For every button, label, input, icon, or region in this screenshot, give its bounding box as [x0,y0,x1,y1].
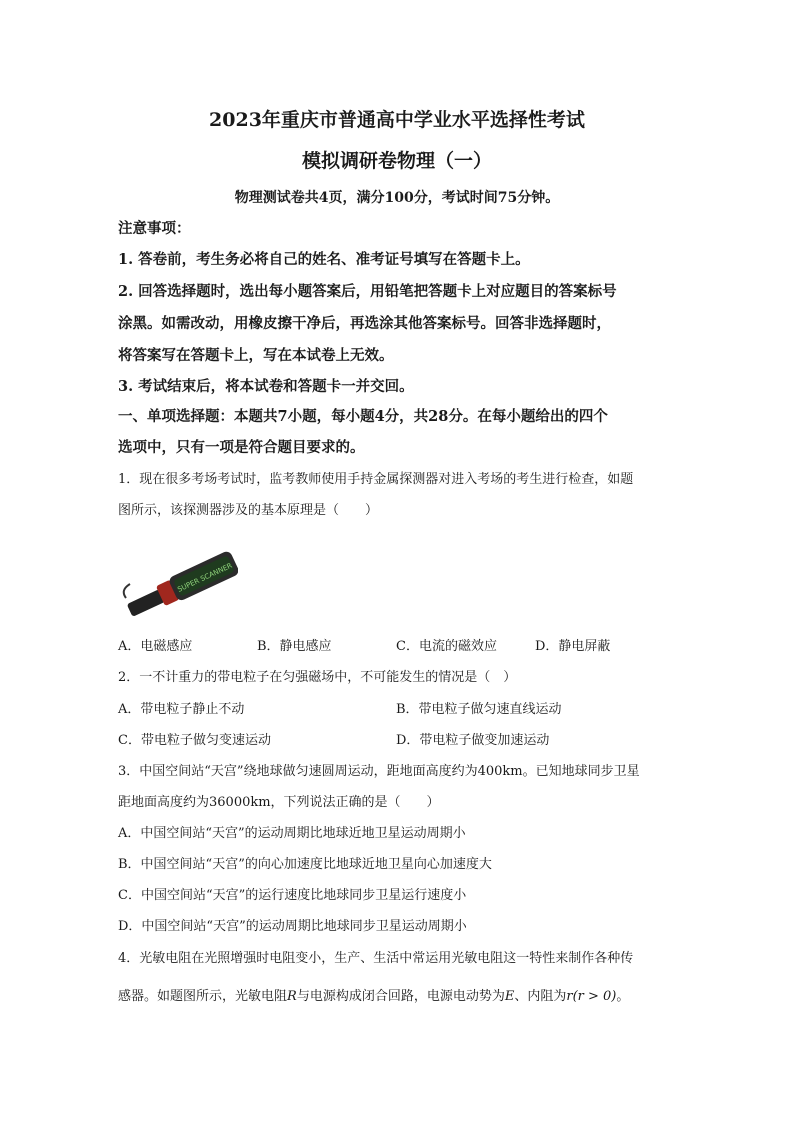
note-item-2-line3: 将答案写在答题卡上，写在本试卷上无效。 [118,347,394,364]
metal-detector-image [118,536,238,618]
q4-var-E: E [504,989,515,1004]
note-item-2-line2: 涂黑。如需改动，用橡皮擦干净后，再选涂其他答案标号。回答非选择题时， [118,315,611,332]
q3-option-d: D．中国空间站“天宫”的运动周期比地球同步卫星运动周期小 [118,919,467,934]
exam-subtitle: 模拟调研卷物理（一） [301,150,492,172]
section1-heading-line2: 选项中，只有一项是符合题目要求的。 [118,439,365,456]
question-2-line1: 2．一不计重力的带电粒子在匀强磁场中，不可能发生的情况是（ ） [118,670,517,685]
q2-option-d: D．带电粒子做变加速运动 [396,733,550,748]
exam-title: 2023年重庆市普通高中学业水平选择性考试 [209,109,585,131]
q3-option-b: B．中国空间站“天宫”的向心加速度比地球近地卫星向心加速度大 [118,857,492,872]
detector-label: SUPER SCANNER [176,561,234,594]
q1-option-a: A．电磁感应 [118,639,193,654]
note-item-3: 3. 考试结束后，将本试卷和答题卡一并交回。 [118,378,414,395]
question-1-line2: 图所示，该探测器涉及的基本原理是（ ） [118,503,379,518]
question-4-line2 [118,985,629,1004]
question-4-line1: 4．光敏电阻在光照增强时电阻变小，生产、生活中常运用光敏电阻这一特性来制作各种传 [118,951,634,966]
note-item-1: 1. 答卷前，考生务必将自己的姓名、准考证号填写在答题卡上。 [118,251,530,268]
q4-var-R: R [287,989,297,1004]
section1-heading-line1: 一、单项选择题：本题共7小题，每小题4分，共28分。在每小题给出的四个 [118,408,608,425]
q4-text-c: 、内阻为 [514,989,567,1004]
q2-option-c: C．带电粒子做匀变速运动 [118,733,271,748]
question-3-line1: 3．中国空间站“天宫”绕地球做匀速圆周运动，距地面高度约为400km。已知地球同步卫星 [118,764,640,779]
q3-option-a: A．中国空间站“天宫”的运动周期比地球近地卫星运动周期小 [118,826,466,841]
question-1-line1: 1．现在很多考场考试时，监考教师使用手持金属探测器对进入考场的考生进行检查，如题 [118,472,634,487]
q1-option-d: D．静电屏蔽 [535,639,611,654]
q2-option-b: B．带电粒子做匀速直线运动 [396,702,562,717]
note-item-2-line1: 2. 回答选择题时，选出每小题答案后，用铅笔把答题卡上对应题目的答案标号 [118,283,617,300]
q4-text-b: 与电源构成闭合回路，电源电动势为 [296,989,505,1004]
q3-option-c: C．中国空间站“天宫”的运行速度比地球同步卫星运行速度小 [118,888,467,903]
q1-option-b: B．静电感应 [257,639,332,654]
q4-text-end: 。 [616,989,630,1004]
q4-text-a: 感器。如题图所示，光敏电阻 [118,989,288,1004]
q4-var-r: r [566,989,573,1004]
question-3-line2: 距地面高度约为36000km，下列说法正确的是（ ） [118,795,440,810]
q2-option-a: A．带电粒子静止不动 [118,702,245,717]
q1-option-c: C．电流的磁效应 [396,639,497,654]
notes-heading: 注意事项： [118,220,191,237]
exam-info: 物理测试卷共4页，满分100分，考试时间75分钟。 [234,190,560,206]
q4-condition: (r > 0) [572,989,617,1004]
